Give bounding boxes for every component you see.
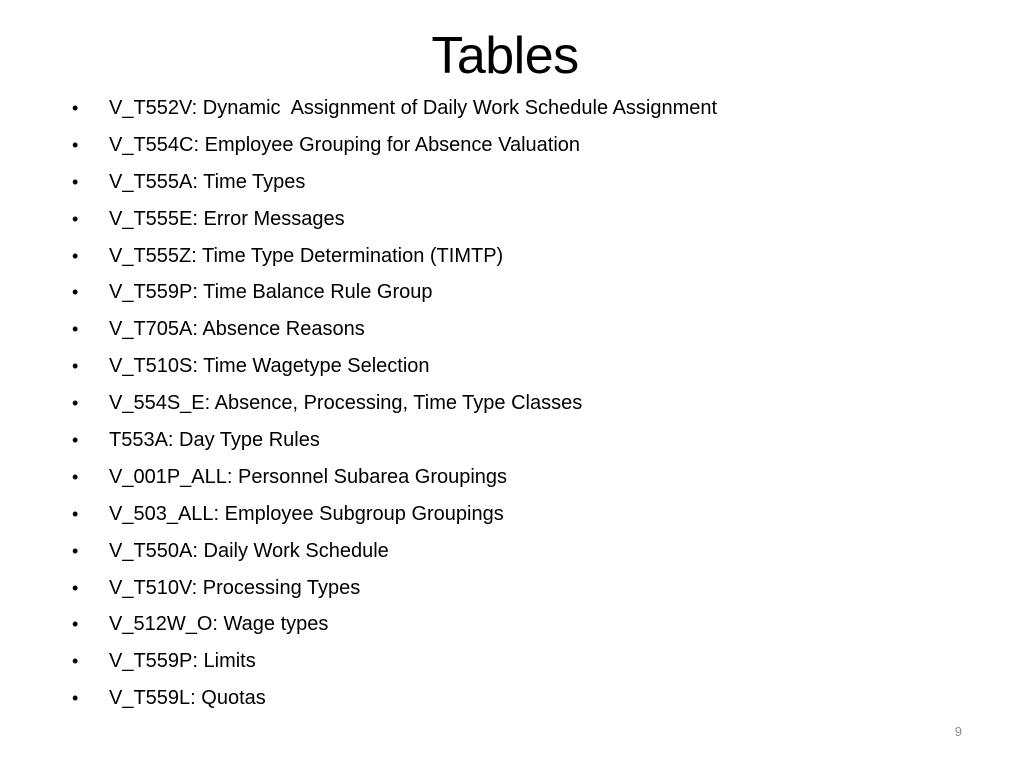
list-item (72, 385, 972, 422)
list-item (72, 533, 972, 570)
list-item-text: V_T559P: Limits (109, 650, 256, 673)
list-item (72, 422, 972, 459)
bullet-icon: • (72, 430, 79, 451)
list-item (72, 606, 972, 643)
list-item-text: V_001P_ALL: Personnel Subarea Groupings (109, 465, 508, 488)
list-item (72, 680, 972, 717)
list-item-text: V_512W_O: Wage types (109, 613, 329, 636)
list-item (72, 348, 972, 385)
list-item (72, 643, 972, 680)
list-item-text: V_T555Z: Time Type Determination (TIMTP) (109, 244, 504, 267)
list-item-text: V_T559P: Time Balance Rule Group (109, 281, 433, 304)
list-item-text: T553A: Day Type Rules (109, 429, 320, 452)
list-item-text: V_554S_E: Absence, Processing, Time Type Classes (109, 392, 583, 415)
list-item (72, 496, 972, 533)
slide-number: 9 (954, 724, 962, 739)
list-item (72, 274, 972, 311)
list-item-text: V_T705A: Absence Reasons (109, 318, 365, 341)
list-item (72, 459, 972, 496)
bullet-icon: • (72, 577, 79, 598)
list-item (72, 238, 972, 275)
list-item-text: V_T559L: Quotas (109, 687, 266, 710)
bullet-icon: • (72, 282, 79, 303)
bullet-icon: • (72, 134, 79, 155)
list-item-text: V_503_ALL: Employee Subgroup Groupings (109, 502, 504, 525)
bullet-icon: • (72, 614, 79, 635)
list-item-text: V_T555E: Error Messages (109, 207, 345, 230)
bullet-icon: • (72, 393, 79, 414)
bullet-icon: • (72, 466, 79, 487)
bullet-icon: • (72, 171, 79, 192)
slide-title: Tables (431, 27, 579, 85)
list-item-text: V_T552V: Dynamic Assignment of Daily Work Schedule Assignment (109, 97, 718, 119)
bullet-icon: • (72, 245, 79, 266)
list-item-text: V_T510V: Processing Types (109, 576, 361, 599)
list-item-text: V_T550A: Daily Work Schedule (109, 539, 389, 562)
bullet-icon: • (72, 319, 79, 340)
bullet-icon: • (72, 503, 79, 524)
list-item (72, 164, 972, 201)
bullet-icon: • (72, 540, 79, 561)
bullet-icon: • (72, 356, 79, 377)
bullet-list (72, 90, 972, 717)
list-item-text: V_T555A: Time Types (109, 170, 306, 193)
list-item (72, 127, 972, 164)
bullet-icon: • (72, 208, 79, 229)
list-item (72, 570, 972, 607)
list-item-text: V_T510S: Time Wagetype Selection (109, 355, 430, 378)
bullet-icon: • (72, 688, 79, 709)
list-item (72, 90, 972, 127)
list-item-text: V_T554C: Employee Grouping for Absence Valuation (109, 133, 581, 156)
list-item (72, 311, 972, 348)
list-item (72, 201, 972, 238)
bullet-icon: • (72, 98, 79, 118)
bullet-icon: • (72, 651, 79, 672)
